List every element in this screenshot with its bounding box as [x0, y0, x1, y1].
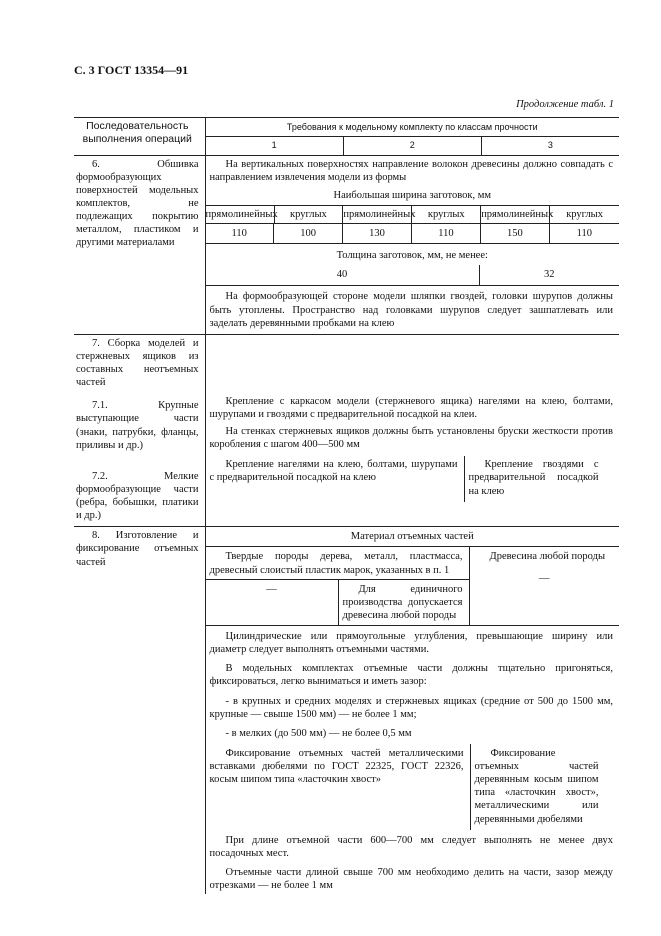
s8-fixing-split	[206, 744, 620, 830]
s6-width-4: 110	[411, 224, 480, 243]
class-numbers	[206, 137, 620, 154]
s6-width-6: 110	[549, 224, 619, 243]
s7-2-split	[206, 456, 620, 501]
s6-width-1: 110	[231, 228, 247, 239]
s8-class-1-dash: —	[266, 583, 277, 595]
s6-width-5: 150	[480, 224, 548, 243]
s6-thick-values	[206, 265, 620, 285]
class-3: 3	[481, 137, 619, 154]
s8-material-split	[206, 547, 620, 625]
col-ops-header: Последовательность выполнения операций	[74, 118, 205, 156]
s8-fixing-class-3: Фиксирование отъемных частей деревянным косым шипом типа «ласточкин хвост», металлическими или деревянными дюбелями	[470, 744, 605, 830]
s6-type-4: круглых	[411, 206, 480, 223]
s6-width-2: 100	[273, 224, 342, 243]
section-8-row	[74, 527, 619, 894]
s7-2-class-3: Крепление гвоздями с предварительной посадкой на клею	[464, 456, 605, 501]
s7-1-bars-text: На стенках стержневых ящиков должны быть установлены бруски жесткости против коробления с шагом 400—500 мм	[209, 426, 613, 451]
section-6-row	[74, 155, 619, 334]
s8-recess-text: Цилиндрические или прямоугольные углубления, превышающие ширину или диаметр следует выполнять отъемными частями.	[206, 625, 620, 658]
s6-width-title: Наибольшая ширина заготовок, мм	[333, 189, 491, 201]
s6-width-values	[206, 223, 620, 243]
section-7-label: 7. Сборка моделей и стержневых ящиков из составных неотъемных частей	[76, 337, 199, 389]
s6-grain-text: На вертикальных поверхностях направление волокон древесины должно совпадать с направлением извлечения модели из формы	[209, 158, 613, 183]
requirements-table	[74, 117, 619, 894]
table-header-row	[74, 118, 619, 156]
s6-type-2: круглых	[274, 206, 343, 223]
s6-type-6: круглых	[549, 206, 619, 223]
s8-gap-small-text: - в мелких (до 500 мм) — не более 0,5 мм	[225, 727, 412, 739]
s8-material-class-3: Древесина любой породы	[489, 551, 606, 563]
s8-class-3-dash: —	[539, 572, 550, 584]
s8-material-classes-1-2: Твердые породы дерева, металл, пластмасса, древесный слоистый пластик марок, указанных в п. 1	[209, 551, 463, 576]
s6-type-1: прямолинейных	[205, 208, 278, 220]
s8-class-2-material: Для единичного производства допускается древесина любой породы	[338, 580, 469, 625]
s8-fixing-classes-1-2: Фиксирование отъемных частей металлическими вставками дюбелями по ГОСТ 22325, ГОСТ 22326, косым шипом типа «ласточкин хвост»	[209, 747, 464, 786]
section-7-2-label: 7.2. Мелкие формообразующие части (ребра, бобышки, платики и др.)	[76, 470, 199, 522]
class-2: 2	[343, 137, 481, 154]
s7-2-classes-1-2: Крепление нагелями на клею, болтами, шурупами с предварительной посадкой на клею	[209, 459, 458, 484]
col-req-header: Требования к модельному комплекту по классам прочности	[206, 118, 620, 137]
s6-type-row	[206, 205, 620, 223]
s7-1-fastening-text: Крепление с каркасом модели (стержневого ящика) нагелями на клею, болтами, шурупами и гвоздями с предварительной посадкой на клеи.	[209, 395, 613, 420]
s6-type-3: прямолинейных	[342, 206, 411, 223]
section-7-1-label: 7.1. Крупные выступающие части (знаки, патрубки, фланцы, приливы и др.)	[76, 400, 199, 451]
s6-width-3: 130	[342, 224, 410, 243]
page-header: С. 3 ГОСТ 13354—91	[74, 63, 189, 77]
s6-thick-2: 32	[479, 265, 620, 285]
s6-thick-1: 40	[336, 269, 348, 281]
s8-length-text: При длине отъемной части 600—700 мм следует выполнять не менее двух посадочных мест.	[209, 834, 613, 859]
s8-split-text: Отъемные части длиной свыше 700 мм необходимо делить на части, зазор между отрезками — не более 1 мм	[209, 866, 613, 891]
section-7-row	[74, 334, 619, 527]
s6-type-5: прямолинейных	[480, 206, 549, 223]
s6-thick-title: Толщина заготовок, мм, не менее:	[206, 243, 620, 265]
s8-fit-text: В модельных комплектах отъемные части должны тщательно пригоняться, фиксироваться, легко выниматься и иметь зазор:	[209, 663, 613, 688]
section-8-label: 8. Изготовление и фиксирование отъемных частей	[76, 530, 199, 568]
section-6-label: 6. Обшивка формообразующих поверхностей модельных комплектов, не подлежащих покрытию металлом, пластиком и другими материалами	[76, 158, 199, 249]
class-1: 1	[271, 140, 277, 151]
s8-gap-large-text: - в крупных и средних моделях и стержневых ящиках (средние от 500 до 1500 мм, крупные — свыше 1500 мм) — не более 1 мм;	[209, 695, 613, 720]
s6-screws-text: На формообразующей стороне модели шляпки гвоздей, головки шурупов должны быть утоплены. Пространство над головками шурупов следует зашпатлевать или заделать деревянными пробками на клею	[206, 285, 620, 333]
s8-material-title: Материал отъемных частей	[206, 527, 620, 547]
table-continuation-note: Продолжение табл. 1	[516, 99, 614, 110]
